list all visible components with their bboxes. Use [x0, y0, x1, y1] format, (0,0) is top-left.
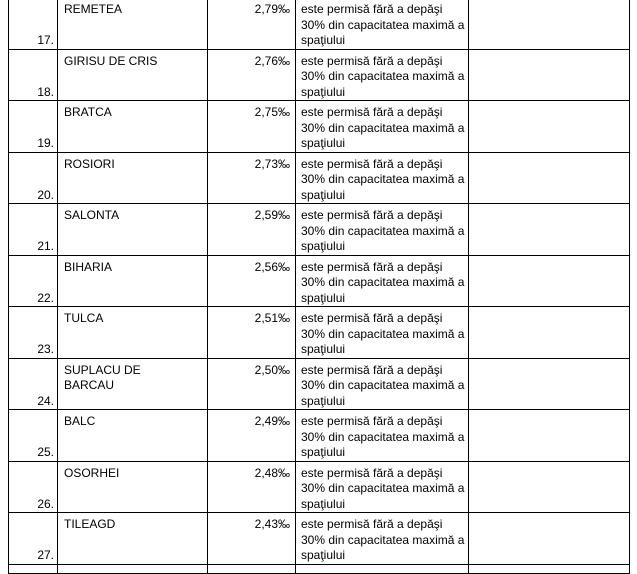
value-text: 2,73‰ [254, 156, 290, 171]
locality-name: GIRISU DE CRIS [64, 53, 158, 68]
row-number-cell [9, 410, 58, 462]
value-cell [208, 410, 296, 462]
empty-cell [469, 307, 630, 359]
note-text: este permisă fără a depăşi 30% din capacitatea maximă a spaţiului [301, 414, 465, 459]
empty-cell [469, 101, 630, 153]
locality-cell [58, 204, 208, 256]
value-cell [208, 152, 296, 204]
value-text: 2,43‰ [254, 517, 290, 531]
value-cell [208, 461, 296, 513]
row-number: 20. [37, 187, 54, 202]
table-row [9, 513, 630, 565]
empty-cell [469, 461, 630, 513]
row-number: 26. [37, 496, 54, 511]
locality-cell [58, 461, 208, 513]
row-number-cell [9, 513, 58, 565]
row-number-cell [9, 307, 58, 359]
row-number-cell [9, 461, 58, 513]
locality-name: SALONTA [64, 208, 120, 222]
value-text: 2,59‰ [254, 208, 290, 222]
value-cell [208, 49, 296, 101]
row-number-cell [9, 358, 58, 410]
locality-cell [58, 410, 208, 462]
note-text: este permisă fără a depăşi 30% din capacitatea maximă a spaţiului [301, 2, 465, 47]
note-text: este permisă fără a depăşi 30% din capacitatea maximă a spaţiului [301, 259, 465, 305]
locality-cell [58, 513, 208, 565]
empty-cell [296, 564, 469, 573]
locality-cell [58, 49, 208, 101]
note-text: este permisă fără a depăşi 30% din capacitatea maximă a spaţiului [301, 105, 465, 150]
table-row [9, 152, 630, 204]
note-cell [296, 204, 469, 256]
empty-cell [9, 564, 58, 573]
locality-cell [58, 0, 208, 49]
note-cell [296, 255, 469, 307]
locality-name: REMETEA [64, 2, 123, 16]
value-cell [208, 513, 296, 565]
table-row [9, 0, 630, 49]
locality-cell [58, 152, 208, 204]
row-number-cell [9, 255, 58, 307]
table-row [9, 410, 630, 462]
note-text: este permisă fără a depăşi 30% din capacitatea maximă a spaţiului [301, 311, 465, 356]
value-text: 2,51‰ [254, 311, 290, 325]
row-number: 22. [37, 290, 54, 305]
note-text: este permisă fără a depăşi 30% din capacitatea maximă a spaţiului [301, 156, 465, 202]
note-cell [296, 49, 469, 101]
row-number: 18. [37, 84, 54, 99]
note-text: este permisă fără a depăşi 30% din capacitatea maximă a spaţiului [301, 465, 465, 511]
value-cell [208, 307, 296, 359]
empty-cell [58, 564, 208, 573]
table-row [9, 358, 630, 410]
row-number: 23. [37, 342, 54, 356]
empty-cell [208, 564, 296, 573]
row-number: 24. [37, 393, 54, 408]
value-cell [208, 101, 296, 153]
locality-cell [58, 358, 208, 410]
note-text: este permisă fără a depăşi 30% din capacitatea maximă a spaţiului [301, 208, 465, 253]
value-cell [208, 358, 296, 410]
locality-name: TILEAGD [64, 517, 116, 531]
locality-cell [58, 307, 208, 359]
locality-table [8, 0, 630, 574]
note-cell [296, 0, 469, 49]
note-text: este permisă fără a depăşi 30% din capacitatea maximă a spaţiului [301, 517, 465, 562]
empty-cell [469, 358, 630, 410]
row-number: 19. [37, 136, 54, 150]
note-cell [296, 513, 469, 565]
empty-cell [469, 152, 630, 204]
table-row [9, 255, 630, 307]
value-text: 2,48‰ [254, 465, 290, 480]
empty-cell [469, 0, 630, 49]
note-cell [296, 101, 469, 153]
locality-name: SUPLACU DE BARCAU [64, 362, 141, 392]
note-cell [296, 410, 469, 462]
table-row [9, 49, 630, 101]
row-number: 17. [37, 33, 54, 47]
value-text: 2,49‰ [254, 414, 290, 428]
empty-cell [469, 564, 630, 573]
empty-cell [469, 255, 630, 307]
locality-name: BIHARIA [64, 259, 113, 274]
empty-cell [469, 49, 630, 101]
locality-cell [58, 255, 208, 307]
locality-name: TULCA [64, 311, 104, 325]
row-number-cell [9, 152, 58, 204]
value-cell [208, 0, 296, 49]
locality-name: BRATCA [64, 105, 112, 119]
locality-cell [58, 101, 208, 153]
row-number-cell [9, 101, 58, 153]
row-number: 27. [37, 548, 54, 562]
value-text: 2,56‰ [254, 259, 290, 274]
note-cell [296, 152, 469, 204]
value-text: 2,50‰ [254, 362, 290, 377]
row-number: 21. [37, 239, 54, 253]
locality-name: ROSIORI [64, 156, 115, 171]
value-cell [208, 255, 296, 307]
value-text: 2,76‰ [254, 53, 290, 68]
locality-name: BALC [64, 414, 96, 428]
note-cell [296, 461, 469, 513]
note-text: este permisă fără a depăşi 30% din capacitatea maximă a spaţiului [301, 362, 465, 408]
table-row [9, 204, 630, 256]
empty-cell [469, 204, 630, 256]
note-cell [296, 358, 469, 410]
value-text: 2,79‰ [254, 2, 290, 16]
row-number-cell [9, 204, 58, 256]
row-number-cell [9, 49, 58, 101]
empty-cell [469, 513, 630, 565]
value-text: 2,75‰ [254, 105, 290, 119]
row-number: 25. [37, 445, 54, 459]
note-cell [296, 307, 469, 359]
table-row-partial [9, 564, 630, 573]
table-row [9, 307, 630, 359]
value-cell [208, 204, 296, 256]
row-number-cell [9, 0, 58, 49]
locality-name: OSORHEI [64, 465, 120, 480]
table-row [9, 101, 630, 153]
table-row [9, 461, 630, 513]
empty-cell [469, 410, 630, 462]
note-text: este permisă fără a depăşi 30% din capacitatea maximă a spaţiului [301, 53, 465, 99]
